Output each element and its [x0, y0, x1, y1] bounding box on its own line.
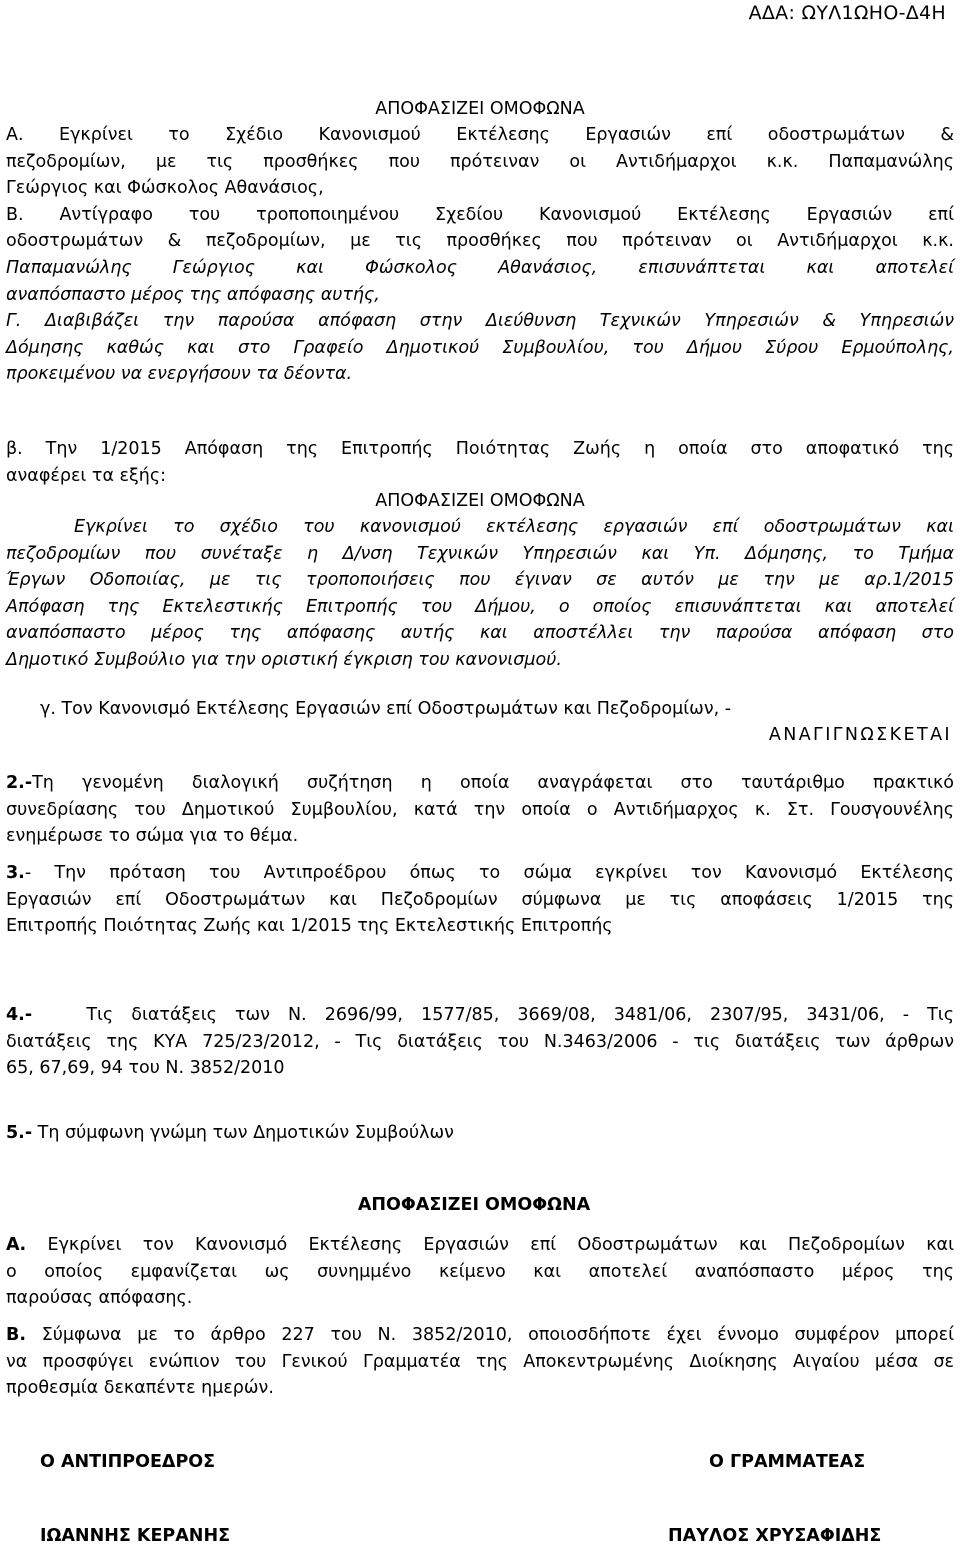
text-line: Έργων Οδοποιίας, με τις τροποποιήσεις που έγιναν σε αυτόν με την με αρ.1/2015: [6, 570, 954, 591]
text-line: Απόφαση της Εκτελεστικής Επιτροπής του Δήμου, ο οποίος επισυνάπτεται και αποτελεί: [6, 596, 954, 617]
text-line: Β. Αντίγραφο του τροποποιημένου Σχεδίου Κανονισμού Εκτέλεσης Εργασιών επί: [6, 204, 954, 225]
signature-right-title: Ο ΓΡΑΜΜΑΤΕΑΣ: [709, 1452, 866, 1472]
text-line: ο οποίος εμφανίζεται ως συνημμένο κείμενο και αποτελεί αναπόσπαστο μέρος της: [6, 1261, 954, 1282]
text-line: προκειμένου να ενεργήσουν τα δέοντα.: [6, 364, 353, 385]
text-line: να προσφύγει ενώπιον του Γενικού Γραμματέα της Αποκεντρωμένης Διοίκησης Αιγαίου μέσα σε: [6, 1351, 954, 1372]
text-line: Γεώργιος και Φώσκολος Αθανάσιος,: [6, 178, 324, 199]
text-line: Εγκρίνει το σχέδιο του κανονισμού εκτέλεσης εργασιών επί οδοστρωμάτων και: [74, 517, 954, 537]
text-line: Παπαμανώλης Γεώργιος και Φώσκολος Αθανάσιος, επισυνάπτεται και αποτελεί: [6, 257, 954, 278]
text-line: Εργασιών επί Οδοστρωμάτων και Πεζοδρομίων σύμφωνα με τις αποφάσεις 1/2015 της: [6, 889, 954, 910]
text-line: πεζοδρομίων, με τις προσθήκες που πρότειναν οι Αντιδήμαρχοι κ.κ. Παπαμανώλης: [6, 151, 954, 172]
text-line: αναπόσπαστο μέρος της απόφασης αυτής και αποστέλλει την παρούσα απόφαση στο: [6, 623, 954, 644]
item-3: [6, 860, 954, 940]
signature-left-title: Ο ΑΝΤΙΠΡΟΕΔΡΟΣ: [40, 1452, 216, 1472]
item-4: [6, 1002, 954, 1082]
decision-block-1: [6, 122, 954, 388]
text-line: πεζοδρομίων που συνέταξε η Δ/νση Τεχνικών Υπηρεσιών και Υπ. Δόμησης, το Τμήμα: [6, 543, 954, 564]
decision-heading-1: ΑΠΟΦΑΣΙΖΕΙ ΟΜΟΦΩΝΑ: [375, 99, 585, 119]
text-line: αναπόσπαστο μέρος της απόφασης αυτής,: [6, 284, 380, 305]
text-line: αναφέρει τα εξής:: [6, 465, 167, 486]
text-line: Δημοτικό Συμβούλιο για την οριστική έγκριση του κανονισμού.: [6, 649, 562, 670]
final-decision-b: [6, 1322, 954, 1402]
section-beta-decision: [6, 514, 954, 674]
item-2: [6, 770, 954, 850]
text-line: προθεσμία δεκαπέντε ημερών.: [6, 1378, 274, 1399]
text-line: Τις διατάξεις των Ν. 2696/99, 1577/85, 3669/08, 3481/06, 2307/95, 3431/06, - Τις: [86, 1005, 954, 1025]
text-line: Α. Εγκρίνει το Σχέδιο Κανονισμού Εκτέλεσης Εργασιών επί οδοστρωμάτων &: [6, 125, 954, 145]
section-beta: [6, 436, 954, 489]
text-line: Τη σύμφωνη γνώμη των Δημοτικών Συμβούλων: [37, 1123, 454, 1143]
final-decision-heading: ΑΠΟΦΑΣΙΖΕΙ ΟΜΟΦΩΝΑ: [357, 1195, 591, 1215]
item-number: 2.-: [6, 773, 33, 793]
item-number: 3.: [6, 863, 25, 883]
item-number: 4.-: [6, 1005, 33, 1025]
text-line: - Την πρόταση του Αντιπροέδρου όπως το σώμα εγκρίνει τον Κανονισμό Εκτέλεσης: [24, 863, 954, 883]
text-line: β. Την 1/2015 Απόφαση της Επιτροπής Ποιότητας Ζωής η οποία στο αποφατικό της: [6, 439, 954, 459]
signature-right-name: ΠΑΥΛΟΣ ΧΡΥΣΑΦΙΔΗΣ: [668, 1526, 882, 1546]
keyword-anagignosketai: ΑΝΑΓΙΓΝΩΣΚΕΤΑΙ: [768, 725, 952, 745]
text-line: διατάξεις της ΚΥΑ 725/23/2012, - Τις διατάξεις του Ν.3463/2006 - τις διατάξεις των άρθρων: [6, 1031, 954, 1052]
text-line: 65, 67,69, 94 του Ν. 3852/2010: [6, 1058, 285, 1079]
item-5: [6, 1120, 954, 1147]
signature-left-name: ΙΩΑΝΝΗΣ ΚΕΡΑΝΗΣ: [40, 1526, 231, 1546]
text-line: Τη γενομένη διαλογική συζήτηση η οποία αναγράφεται στο ταυτάριθμο πρακτικό: [32, 773, 954, 793]
text-line: Γ. Διαβιβάζει την παρούσα απόφαση στην Διεύθυνση Τεχνικών Υπηρεσιών & Υπηρεσιών: [6, 311, 954, 332]
ada-code: ΑΔΑ: ΩΥΛ1ΩΗΟ-Δ4Η: [748, 2, 946, 24]
text-line: ενημέρωσε το σώμα για το θέμα.: [6, 826, 299, 847]
decision-heading-beta: ΑΠΟΦΑΣΙΖΕΙ ΟΜΟΦΩΝΑ: [375, 491, 585, 511]
text-line: Επιτροπής Ποιότητας Ζωής και 1/2015 της Εκτελεστικής Επιτροπής: [6, 916, 613, 937]
section-gamma: γ. Τον Κανονισμό Εκτέλεσης Εργασιών επί Οδοστρωμάτων και Πεζοδρομίων, -: [40, 699, 732, 719]
text-line: Εγκρίνει τον Κανονισμό Εκτέλεσης Εργασιών επί Οδοστρωμάτων και Πεζοδρομίων και: [47, 1235, 954, 1255]
item-label-a: Α.: [6, 1235, 27, 1255]
text-line: Δόμησης καθώς και στο Γραφείο Δημοτικού Συμβουλίου, του Δήμου Σύρου Ερμούπολης,: [6, 337, 954, 358]
text-line: παρούσας απόφασης.: [6, 1288, 193, 1309]
text-line: οδοστρωμάτων & πεζοδρομίων, με τις προσθήκες που πρότειναν οι Αντιδήμαρχοι κ.κ.: [6, 231, 954, 252]
final-decision-a: [6, 1232, 954, 1312]
item-label-b: Β.: [6, 1325, 26, 1345]
text-line: συνεδρίασης του Δημοτικού Συμβουλίου, κατά την οποία ο Αντιδήμαρχος κ. Στ. Γουσγουνέλης: [6, 799, 954, 820]
item-number: 5.-: [6, 1123, 33, 1143]
text-line: Σύμφωνα με το άρθρο 227 του Ν. 3852/2010, οποιοσδήποτε έχει έννομο συμφέρον μπορεί: [41, 1325, 954, 1345]
